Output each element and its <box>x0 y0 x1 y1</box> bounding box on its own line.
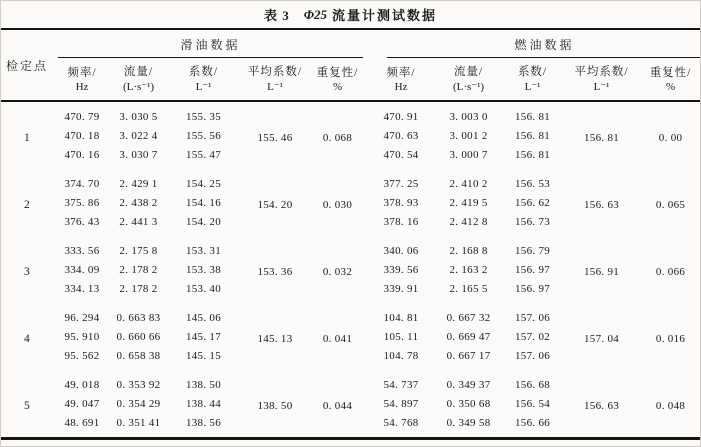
fuel-freq-value: 339. 56 <box>383 263 419 276</box>
oil-flow-value: 3. 030 7 <box>119 148 158 161</box>
fuel-flow-value: 3. 001 2 <box>449 129 488 142</box>
fuel-repeatability-value: 0. 00 <box>658 132 683 144</box>
group-header-oil <box>53 29 366 58</box>
oil-flow-value: 2. 441 3 <box>119 215 158 228</box>
fuel-freq-value: 104. 78 <box>383 349 419 362</box>
point-group <box>1 303 701 370</box>
fuel-coef-value: 156. 81 <box>514 110 551 123</box>
oil-avg-coef-value: 145. 13 <box>257 333 293 345</box>
oil-freq-value: 470. 16 <box>64 148 100 161</box>
column-name: 平均系数/ <box>574 66 629 78</box>
fuel-coef-value: 156. 62 <box>514 196 551 209</box>
column-unit: Hz <box>394 80 408 93</box>
fuel-flow-value: 3. 000 7 <box>449 148 488 161</box>
point-group <box>1 101 701 169</box>
fuel-coef-value: 156. 81 <box>514 148 551 161</box>
fuel-flow-value: 2. 419 5 <box>449 196 488 209</box>
point-group <box>1 236 701 303</box>
fuel-freq-value: 104. 81 <box>383 311 419 324</box>
fuel-flow-value: 0. 349 37 <box>446 378 491 391</box>
oil-coef-value: 153. 38 <box>185 263 222 276</box>
table-title <box>1 1 700 28</box>
fuel-flow-value: 2. 168 8 <box>449 244 488 257</box>
oil-column-header-frequency <box>53 58 111 101</box>
fuel-repeatability-value: 0. 066 <box>655 266 686 278</box>
fuel-freq-value: 54. 737 <box>383 378 419 391</box>
oil-avg-coef-value: 154. 20 <box>257 199 293 211</box>
oil-flow-value: 0. 660 66 <box>116 330 161 343</box>
group-header-oil-label: 滑油数据 <box>58 30 363 58</box>
fuel-freq-value: 470. 63 <box>383 129 419 142</box>
oil-freq-value: 376. 43 <box>64 215 100 228</box>
oil-freq-value: 334. 13 <box>64 282 100 295</box>
fuel-coef-value: 157. 02 <box>514 330 551 343</box>
oil-flow-value: 2. 175 8 <box>119 244 158 257</box>
column-unit: (L·s⁻¹) <box>453 81 485 93</box>
column-name: 系数/ <box>517 66 548 78</box>
oil-avg-coef-value: 153. 36 <box>257 266 293 278</box>
fuel-flow-value: 2. 163 2 <box>449 263 488 276</box>
fuel-column-header-frequency <box>366 58 436 101</box>
oil-freq-value: 334. 09 <box>64 263 100 276</box>
fuel-repeatability-value: 0. 065 <box>655 199 686 211</box>
fuel-freq-value: 54. 768 <box>383 416 419 429</box>
column-name: 重复性/ <box>649 66 692 79</box>
table-header <box>1 29 701 101</box>
oil-freq-value: 374. 70 <box>64 177 100 190</box>
fuel-coef-value: 157. 06 <box>514 349 551 362</box>
oil-flow-value: 0. 658 38 <box>116 349 161 362</box>
column-unit: % <box>332 80 343 93</box>
group-header-fuel <box>366 29 701 58</box>
oil-flow-value: 2. 178 2 <box>119 263 158 276</box>
oil-column-header-flow <box>111 58 166 101</box>
oil-flow-value: 3. 030 5 <box>119 110 158 123</box>
fuel-repeatability-value: 0. 048 <box>655 400 686 412</box>
column-unit: L⁻¹ <box>524 81 541 93</box>
oil-flow-value: 0. 354 29 <box>116 397 161 410</box>
column-unit: Hz <box>75 80 89 93</box>
fuel-freq-value: 377. 25 <box>383 177 419 190</box>
table-number: 表 3 <box>263 8 290 23</box>
oil-flow-value: 0. 663 83 <box>116 311 161 324</box>
fuel-coef-value: 156. 97 <box>514 282 551 295</box>
fuel-freq-value: 378. 93 <box>383 196 419 209</box>
oil-flow-value: 0. 353 92 <box>116 378 161 391</box>
oil-coef-value: 138. 56 <box>185 416 222 429</box>
fuel-avg-coef-value: 156. 91 <box>583 266 620 278</box>
oil-coef-value: 138. 44 <box>185 397 222 410</box>
fuel-column-header-repeatability <box>639 58 701 101</box>
oil-freq-value: 49. 047 <box>64 397 100 410</box>
column-name: 平均系数/ <box>247 66 303 78</box>
oil-coef-value: 154. 25 <box>185 177 222 190</box>
fuel-coef-value: 157. 06 <box>514 311 551 324</box>
oil-flow-value: 3. 022 4 <box>119 129 158 142</box>
fuel-freq-value: 339. 91 <box>383 282 419 295</box>
point-group <box>1 370 701 439</box>
fuel-coef-value: 156. 66 <box>514 416 551 429</box>
column-name: 流量/ <box>123 66 154 78</box>
corner-header-checkpoint: 检定点 <box>5 58 48 73</box>
oil-avg-coef-value: 138. 50 <box>257 400 293 412</box>
column-name: 频率/ <box>67 66 97 79</box>
fuel-flow-value: 2. 165 5 <box>449 282 488 295</box>
oil-coef-value: 155. 47 <box>185 148 222 161</box>
column-name: 重复性/ <box>316 66 359 79</box>
oil-repeatability-value: 0. 032 <box>322 266 353 278</box>
fuel-coef-value: 156. 81 <box>514 129 551 142</box>
fuel-avg-coef-value: 157. 04 <box>583 333 620 345</box>
fuel-flow-value: 0. 667 32 <box>446 311 491 324</box>
fuel-freq-value: 470. 91 <box>383 110 419 123</box>
column-name: 流量/ <box>453 66 484 78</box>
oil-flow-value: 2. 429 1 <box>119 177 158 190</box>
fuel-flow-value: 0. 350 68 <box>446 397 491 410</box>
oil-freq-value: 470. 18 <box>64 129 100 142</box>
oil-coef-value: 138. 50 <box>185 378 222 391</box>
point-id: 5 <box>23 400 31 412</box>
fuel-freq-value: 54. 897 <box>383 397 419 410</box>
fuel-flow-value: 0. 349 58 <box>446 416 491 429</box>
fuel-freq-value: 470. 54 <box>383 148 419 161</box>
oil-freq-value: 49. 018 <box>64 378 100 391</box>
fuel-flow-value: 2. 412 8 <box>449 215 488 228</box>
oil-coef-value: 145. 17 <box>185 330 222 343</box>
oil-coef-value: 155. 35 <box>185 110 222 123</box>
oil-coef-value: 153. 40 <box>185 282 222 295</box>
fuel-freq-value: 105. 11 <box>383 330 419 343</box>
column-unit: L⁻¹ <box>195 81 212 93</box>
oil-flow-value: 2. 438 2 <box>119 196 158 209</box>
oil-coef-value: 145. 06 <box>185 311 222 324</box>
fuel-avg-coef-value: 156. 63 <box>583 400 620 412</box>
oil-avg-coef-value: 155. 46 <box>257 132 293 144</box>
oil-freq-value: 95. 910 <box>64 330 100 343</box>
column-unit: % <box>665 80 676 93</box>
fuel-avg-coef-value: 156. 81 <box>583 132 620 144</box>
oil-repeatability-value: 0. 068 <box>322 132 353 144</box>
point-id: 2 <box>23 199 31 211</box>
oil-freq-value: 375. 86 <box>64 196 100 209</box>
fuel-coef-value: 156. 73 <box>514 215 551 228</box>
oil-flow-value: 2. 178 2 <box>119 282 158 295</box>
oil-coef-value: 154. 16 <box>185 196 222 209</box>
oil-freq-value: 470. 79 <box>64 110 100 123</box>
oil-repeatability-value: 0. 030 <box>322 199 353 211</box>
point-group <box>1 169 701 236</box>
oil-freq-value: 48. 691 <box>64 416 100 429</box>
oil-flow-value: 0. 351 41 <box>116 416 161 429</box>
fuel-avg-coef-value: 156. 63 <box>583 199 620 211</box>
oil-coef-value: 154. 20 <box>185 215 222 228</box>
column-unit: L⁻¹ <box>593 81 610 93</box>
table-title-text: 流量计测试数据 <box>332 8 438 23</box>
oil-column-header-avg-coefficient <box>241 58 309 101</box>
fuel-coef-value: 156. 53 <box>514 177 551 190</box>
fuel-flow-value: 2. 410 2 <box>449 177 488 190</box>
fuel-column-header-coefficient <box>501 58 564 101</box>
oil-coef-value: 155. 56 <box>185 129 222 142</box>
fuel-flow-value: 0. 669 47 <box>446 330 491 343</box>
column-name: 频率/ <box>386 66 416 79</box>
fuel-flow-value: 3. 003 0 <box>449 110 488 123</box>
fuel-column-header-avg-coefficient <box>564 58 639 101</box>
fuel-coef-value: 156. 79 <box>514 244 551 257</box>
fuel-column-header-flow <box>436 58 501 101</box>
oil-coef-value: 153. 31 <box>185 244 222 257</box>
oil-repeatability-value: 0. 041 <box>322 333 353 345</box>
point-id: 3 <box>23 266 31 278</box>
oil-freq-value: 96. 294 <box>64 311 100 324</box>
column-name: 系数/ <box>188 66 219 78</box>
fuel-coef-value: 156. 97 <box>514 263 551 276</box>
fuel-coef-value: 156. 68 <box>514 378 551 391</box>
oil-column-header-coefficient <box>166 58 241 101</box>
oil-coef-value: 145. 15 <box>185 349 222 362</box>
column-unit: (L·s⁻¹) <box>122 81 155 93</box>
oil-column-header-repeatability <box>309 58 366 101</box>
point-id: 1 <box>23 132 31 144</box>
flowmeter-model: Φ25 <box>303 6 327 22</box>
fuel-freq-value: 378. 16 <box>383 215 419 228</box>
oil-repeatability-value: 0. 044 <box>322 400 353 412</box>
fuel-coef-value: 156. 54 <box>514 397 551 410</box>
group-header-fuel-label: 燃油数据 <box>387 30 701 58</box>
fuel-flow-value: 0. 667 17 <box>446 349 491 362</box>
oil-freq-value: 95. 562 <box>64 349 100 362</box>
data-table <box>1 28 701 440</box>
column-unit: L⁻¹ <box>267 81 283 93</box>
fuel-freq-value: 340. 06 <box>383 244 419 257</box>
fuel-repeatability-value: 0. 016 <box>655 333 686 345</box>
oil-freq-value: 333. 56 <box>64 244 100 257</box>
point-id: 4 <box>23 333 31 345</box>
